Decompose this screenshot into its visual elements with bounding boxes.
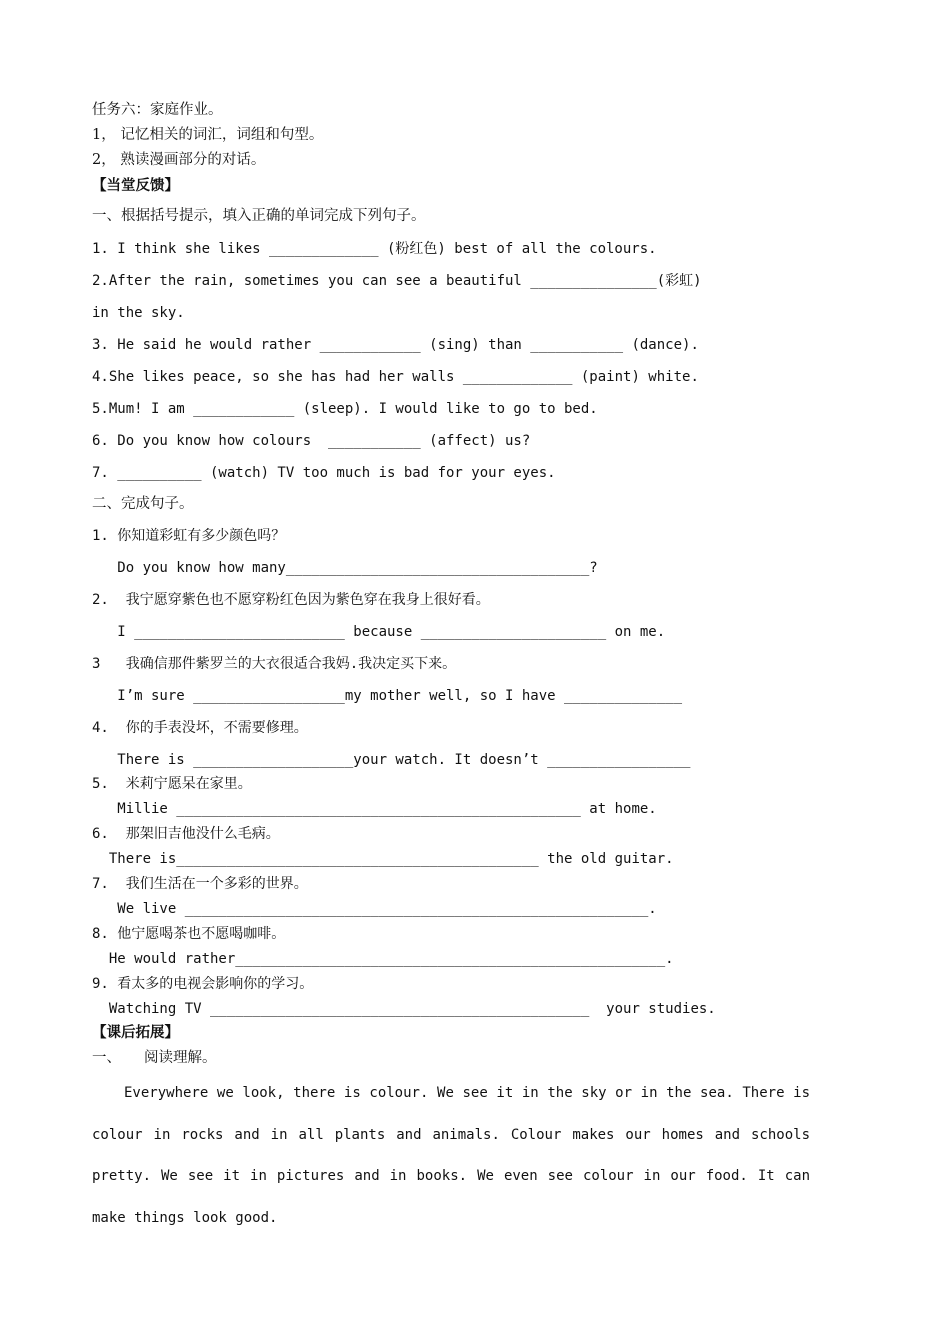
question-2-3-english: I’m sure __________________my mother well, so I have ______________ xyxy=(92,688,683,704)
question-2-9: 9. 看太多的电视会影响你的学习。 xyxy=(92,976,314,992)
question-2-7-english: We live _______________________________________________________. xyxy=(92,901,657,917)
question-2-6-english: There is___________________________________________ the old guitar. xyxy=(92,851,674,867)
question-1-2-continued: in the sky. xyxy=(92,305,185,321)
question-2-8: 8. 他宁愿喝茶也不愿喝咖啡。 xyxy=(92,926,286,942)
question-1-4: 4.She likes peace, so she has had her walls _____________ (paint) white. xyxy=(92,369,699,385)
homework-item-1: 1， 记忆相关的词汇，词组和句型。 xyxy=(92,127,324,143)
question-1-5: 5.Mum! I am ____________ (sleep). I would like to go to bed. xyxy=(92,401,598,417)
part1-heading: 一、根据括号提示，填入正确的单词完成下列句子。 xyxy=(92,208,426,224)
reading-passage: Everywhere we look, there is colour. We see it in the sky or in the sea. There is colour in rocks and in all plants and animals. Colour makes our homes and schools pretty. We see it in pictures and in books. We even see colour in our food. It can make things look good. xyxy=(92,1085,810,1226)
question-2-2-english: I _________________________ because ______________________ on me. xyxy=(92,624,666,640)
question-2-8-english: He would rather___________________________________________________. xyxy=(92,951,674,967)
part2-heading: 二、完成句子。 xyxy=(92,496,194,512)
question-1-6: 6. Do you know how colours ___________ (affect) us? xyxy=(92,433,531,449)
part3-heading: 一、 阅读理解。 xyxy=(92,1050,217,1066)
question-2-4: 4. 你的手表没坏，不需要修理。 xyxy=(92,720,308,736)
question-2-4-english: There is ___________________your watch. It doesn’t _________________ xyxy=(92,752,691,768)
question-2-5-english: Millie ________________________________________________ at home. xyxy=(92,801,657,817)
question-2-1: 1. 你知道彩虹有多少颜色吗？ xyxy=(92,528,286,544)
homework-item-2: 2， 熟读漫画部分的对话。 xyxy=(92,152,266,168)
question-2-7: 7. 我们生活在一个多彩的世界。 xyxy=(92,876,308,892)
question-1-1: 1. I think she likes _____________ (粉红色) best of all the colours. xyxy=(92,241,657,257)
question-1-2: 2.After the rain, sometimes you can see a beautiful _______________(彩虹) xyxy=(92,273,702,289)
question-2-5: 5. 米莉宁愿呆在家里。 xyxy=(92,776,252,792)
question-2-6: 6. 那架旧吉他没什么毛病。 xyxy=(92,826,280,842)
question-2-2: 2. 我宁愿穿紫色也不愿穿粉红色因为紫色穿在我身上很好看。 xyxy=(92,592,490,608)
question-1-3: 3. He said he would rather ____________ (sing) than ___________ (dance). xyxy=(92,337,699,353)
question-2-1-english: Do you know how many____________________________________? xyxy=(92,560,598,576)
question-2-9-english: Watching TV _____________________________________________ your studies. xyxy=(92,1001,716,1017)
question-2-3: 3 我确信那件紫罗兰的大衣很适合我妈.我决定买下来。 xyxy=(92,656,457,672)
question-1-7: 7. __________ (watch) TV too much is bad for your eyes. xyxy=(92,465,556,481)
homework-heading: 任务六：家庭作业。 xyxy=(92,102,223,118)
section-extension-heading: 【课后拓展】 xyxy=(92,1024,179,1041)
section-feedback-heading: 【当堂反馈】 xyxy=(92,177,179,194)
